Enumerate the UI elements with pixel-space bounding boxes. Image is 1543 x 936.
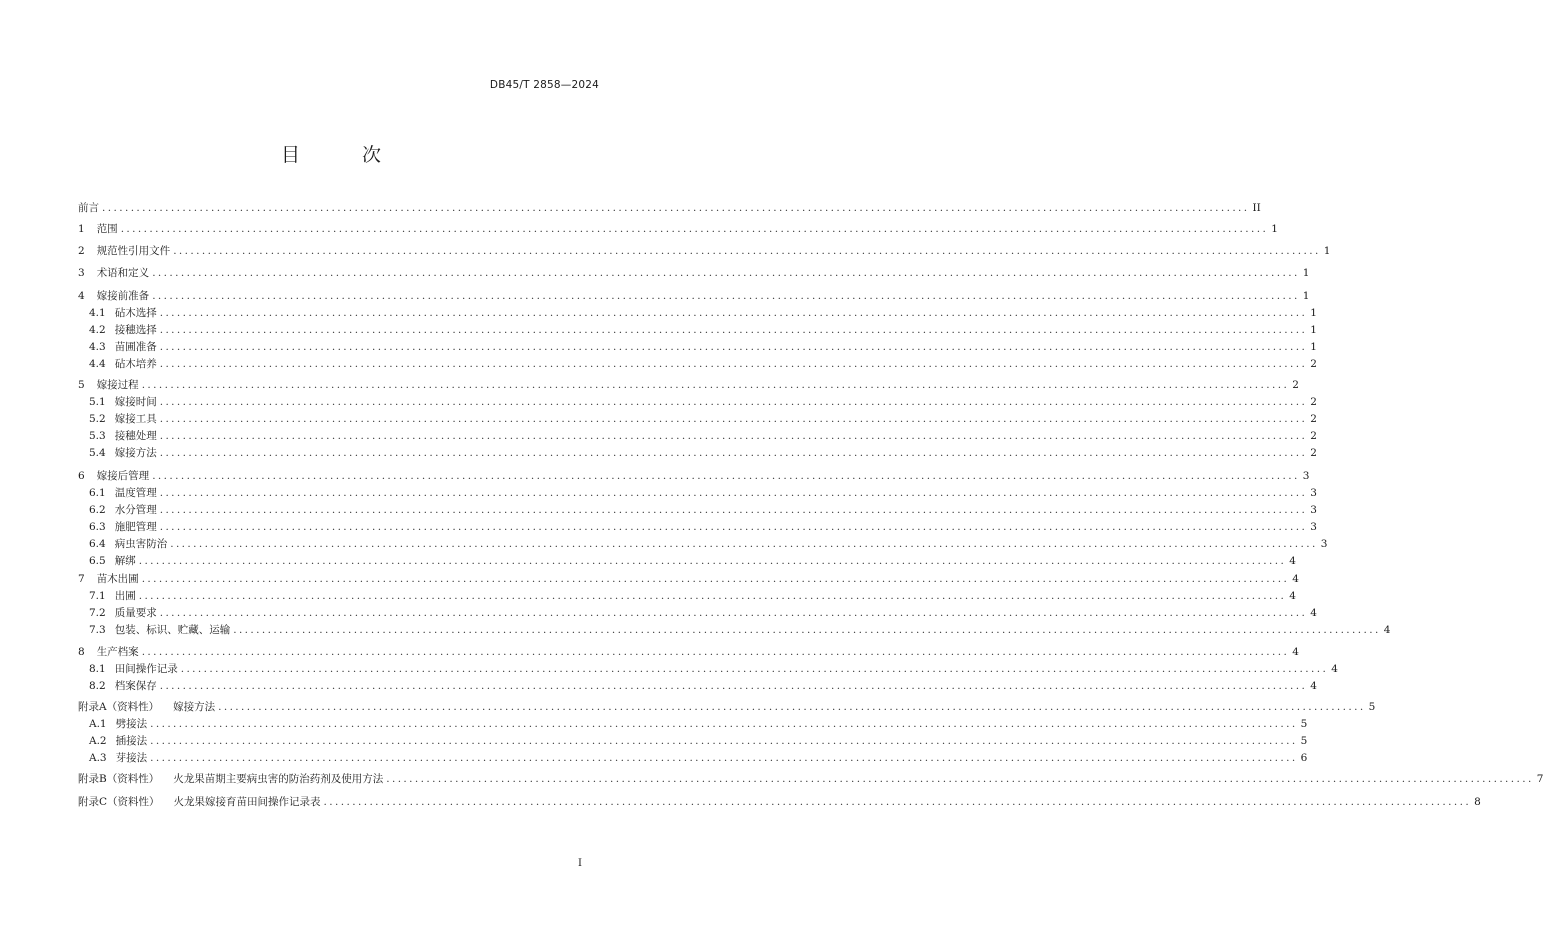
- toc-entry-page: 1: [1310, 341, 1317, 353]
- toc-entry-number: 4.4: [89, 358, 106, 370]
- toc-entry-label: 砧木选择: [114, 307, 157, 319]
- toc-leader-dots: ........................................................................................................................................................................................................: [152, 267, 1300, 279]
- toc-leader-dots: ........................................................................................................................................................................................................: [173, 245, 1321, 257]
- toc-entry[interactable]: [89, 445, 1317, 461]
- toc-entry-label: 嫁接时间: [114, 396, 157, 408]
- toc-entry-page: 5: [1300, 735, 1308, 747]
- toc-leader-dots: ........................................................................................................................................................................................................: [138, 555, 1287, 567]
- toc-entry-page: 3: [1302, 470, 1310, 482]
- toc-entry[interactable]: [89, 519, 1317, 535]
- toc-entry-number: 5.4: [89, 447, 106, 459]
- toc-entry-page: 4: [1289, 555, 1296, 567]
- toc-leader-dots: ........................................................................................................................................................................................................: [159, 504, 1308, 516]
- toc-entry-label: 芽接法: [115, 752, 148, 764]
- toc-entry-number: 7.3: [89, 624, 106, 636]
- toc-entry-number: 5: [78, 379, 85, 391]
- toc-entry[interactable]: [89, 428, 1317, 444]
- toc-entry-label: 火龙果苗期主要病虫害的防治药剂及使用方法: [173, 773, 384, 785]
- toc-entry-label: 接穗处理: [114, 430, 157, 442]
- toc-entry-page: 2: [1310, 447, 1317, 459]
- toc-entry-label: 田间操作记录: [114, 663, 178, 675]
- toc-entry-label: 病虫害防治: [114, 538, 168, 550]
- toc-leader-dots: ........................................................................................................................................................................................................: [386, 773, 1534, 785]
- toc-entry[interactable]: [78, 200, 1261, 216]
- toc-leader-dots: ........................................................................................................................................................................................................: [159, 307, 1308, 319]
- toc-entry-number: 6: [78, 470, 85, 482]
- toc-entry-page: 2: [1292, 379, 1299, 391]
- toc-entry-label: 范围: [96, 223, 118, 235]
- toc-leader-dots: ........................................................................................................................................................................................................: [141, 573, 1290, 585]
- toc-entry-page: 2: [1310, 396, 1317, 408]
- toc-entry-page: 3: [1310, 504, 1317, 516]
- toc-entry-page: 2: [1310, 430, 1317, 442]
- toc-entry[interactable]: [89, 394, 1317, 410]
- toc-entry[interactable]: [78, 699, 1376, 715]
- toc-entry-page: 5: [1368, 701, 1376, 713]
- toc-entry-page: 1: [1310, 307, 1317, 319]
- toc-leader-dots: ........................................................................................................................................................................................................: [159, 607, 1308, 619]
- toc-entry[interactable]: [78, 468, 1310, 484]
- toc-entry[interactable]: [89, 322, 1317, 338]
- toc-entry-number: 3: [78, 267, 85, 279]
- toc-entry[interactable]: [89, 485, 1317, 501]
- toc-entry-label: 嫁接过程: [96, 379, 139, 391]
- toc-entry-label: 砧木培养: [114, 358, 157, 370]
- toc-entry-number: 6.2: [89, 504, 106, 516]
- toc-entry[interactable]: [89, 553, 1296, 569]
- toc-entry[interactable]: [78, 571, 1299, 587]
- toc-leader-dots: ........................................................................................................................................................................................................: [159, 521, 1308, 533]
- toc-entry[interactable]: [89, 622, 1391, 638]
- toc-entry-number: 7.1: [89, 590, 106, 602]
- toc-entry[interactable]: [89, 536, 1328, 552]
- toc-entry-page: 4: [1292, 646, 1299, 658]
- toc-entry-number: 附录C（资料性）: [78, 796, 160, 808]
- toc-entry-label: 温度管理: [114, 487, 157, 499]
- toc-entry-number: 附录A（资料性）: [78, 701, 160, 713]
- document-code: DB45/T 2858—2024: [489, 79, 599, 91]
- toc-entry-number: 5.3: [89, 430, 106, 442]
- toc-entry-page: II: [1252, 202, 1261, 214]
- toc-entry[interactable]: [89, 588, 1296, 604]
- toc-entry[interactable]: [89, 605, 1317, 621]
- toc-entry-page: 2: [1310, 358, 1317, 370]
- toc-entry[interactable]: [89, 678, 1317, 694]
- toc-entry-label: 档案保存: [114, 680, 157, 692]
- toc-leader-dots: ........................................................................................................................................................................................................: [150, 718, 1298, 730]
- toc-leader-dots: ........................................................................................................................................................................................................: [159, 396, 1308, 408]
- toc-entry-page: 3: [1320, 538, 1328, 550]
- toc-entry-number: A.2: [89, 735, 107, 747]
- toc-entry[interactable]: [78, 288, 1310, 304]
- toc-entry[interactable]: [78, 221, 1278, 237]
- toc-leader-dots: ........................................................................................................................................................................................................: [170, 538, 1318, 550]
- toc-entry-page: 3: [1310, 487, 1317, 499]
- toc-entry[interactable]: [89, 502, 1317, 518]
- toc-entry-label: 水分管理: [114, 504, 157, 516]
- toc-entry-number: 6.5: [89, 555, 106, 567]
- toc-entry-number: 4.2: [89, 324, 106, 336]
- toc-entry-page: 6: [1300, 752, 1308, 764]
- toc-entry-label: 术语和定义: [96, 267, 150, 279]
- toc-entry[interactable]: [78, 644, 1299, 660]
- toc-entry-number: 8.2: [89, 680, 106, 692]
- toc-entry-number: 附录B（资料性）: [78, 773, 160, 785]
- toc-entry-number: 4.3: [89, 341, 106, 353]
- toc-leader-dots: ........................................................................................................................................................................................................: [233, 624, 1381, 636]
- toc-leader-dots: ........................................................................................................................................................................................................: [323, 796, 1472, 808]
- toc-entry-label: 接穗选择: [114, 324, 157, 336]
- toc-leader-dots: ........................................................................................................................................................................................................: [152, 290, 1300, 302]
- toc-leader-dots: ........................................................................................................................................................................................................: [120, 223, 1269, 235]
- toc-entry-number: A.1: [89, 718, 107, 730]
- toc-entry-label: 出圃: [114, 590, 136, 602]
- toc-entry-page: 1: [1271, 223, 1278, 235]
- toc-entry-page: 2: [1310, 413, 1317, 425]
- toc-leader-dots: ........................................................................................................................................................................................................: [152, 470, 1300, 482]
- toc-entry-label: 嫁接方法: [114, 447, 157, 459]
- toc-entry-page: 7: [1536, 773, 1543, 785]
- toc-entry-label: 火龙果嫁接育苗田间操作记录表: [173, 796, 321, 808]
- toc-entry-page: 1: [1302, 267, 1310, 279]
- page-number: I: [578, 858, 582, 869]
- toc-entry[interactable]: [89, 750, 1308, 766]
- toc-leader-dots: ........................................................................................................................................................................................................: [159, 447, 1308, 459]
- toc-entry-page: 4: [1289, 590, 1296, 602]
- toc-entry-number: A.3: [89, 752, 107, 764]
- toc-leader-dots: ........................................................................................................................................................................................................: [159, 341, 1308, 353]
- toc-leader-dots: ........................................................................................................................................................................................................: [180, 663, 1329, 675]
- toc-entry-page: 5: [1300, 718, 1308, 730]
- toc-entry-number: 4.1: [89, 307, 106, 319]
- toc-entry[interactable]: [89, 339, 1317, 355]
- toc-entry[interactable]: [78, 265, 1310, 281]
- toc-entry[interactable]: [89, 716, 1308, 732]
- toc-entry-number: 1: [78, 223, 85, 235]
- toc-entry-label: 前言: [78, 202, 99, 214]
- toc-leader-dots: ........................................................................................................................................................................................................: [159, 680, 1308, 692]
- toc-entry-label: 苗圃准备: [114, 341, 157, 353]
- toc-leader-dots: ........................................................................................................................................................................................................: [159, 413, 1308, 425]
- toc-entry-page: 4: [1310, 680, 1317, 692]
- toc-entry-label: 嫁接后管理: [96, 470, 150, 482]
- toc-title: 目 次: [280, 144, 410, 166]
- toc-entry[interactable]: [78, 243, 1331, 259]
- toc-leader-dots: ........................................................................................................................................................................................................: [150, 735, 1298, 747]
- toc-leader-dots: ........................................................................................................................................................................................................: [138, 590, 1287, 602]
- toc-entry-label: 质量要求: [114, 607, 157, 619]
- toc-entry-page: 4: [1292, 573, 1299, 585]
- toc-entry-number: 2: [78, 245, 85, 257]
- toc-entry-number: 4: [78, 290, 85, 302]
- toc-entry[interactable]: [78, 771, 1543, 787]
- toc-entry-number: 6.3: [89, 521, 106, 533]
- toc-entry[interactable]: [89, 411, 1317, 427]
- toc-leader-dots: ........................................................................................................................................................................................................: [141, 379, 1290, 391]
- toc-entry-number: 5.1: [89, 396, 106, 408]
- toc-leader-dots: ........................................................................................................................................................................................................: [218, 701, 1366, 713]
- toc-entry-label: 嫁接前准备: [96, 290, 150, 302]
- toc-leader-dots: ........................................................................................................................................................................................................: [159, 358, 1308, 370]
- toc-entry-label: 生产档案: [96, 646, 139, 658]
- toc-entry-label: 劈接法: [115, 718, 148, 730]
- toc-entry[interactable]: [89, 356, 1317, 372]
- toc-entry-page: 1: [1302, 290, 1310, 302]
- toc-entry[interactable]: [78, 377, 1299, 393]
- toc-entry[interactable]: [89, 661, 1338, 677]
- toc-entry[interactable]: [78, 794, 1481, 810]
- toc-entry-number: 6.1: [89, 487, 106, 499]
- toc-leader-dots: ........................................................................................................................................................................................................: [102, 202, 1250, 214]
- toc-entry-number: 8.1: [89, 663, 106, 675]
- toc-entry-number: 5.2: [89, 413, 106, 425]
- toc-entry-label: 施肥管理: [114, 521, 157, 533]
- toc-entry-page: 4: [1383, 624, 1391, 636]
- toc-entry-page: 8: [1474, 796, 1481, 808]
- toc-entry-label: 苗木出圃: [96, 573, 139, 585]
- toc-entry-label: 插接法: [115, 735, 148, 747]
- toc-entry-page: 3: [1310, 521, 1317, 533]
- toc-entry-number: 8: [78, 646, 85, 658]
- toc-entry-page: 4: [1310, 607, 1317, 619]
- toc-entry-page: 1: [1310, 324, 1317, 336]
- toc-entry-page: 4: [1331, 663, 1338, 675]
- toc-leader-dots: ........................................................................................................................................................................................................: [159, 324, 1308, 336]
- toc-leader-dots: ........................................................................................................................................................................................................: [150, 752, 1298, 764]
- toc-entry-label: 规范性引用文件: [96, 245, 171, 257]
- toc-leader-dots: ........................................................................................................................................................................................................: [141, 646, 1290, 658]
- toc-entry-page: 1: [1323, 245, 1331, 257]
- toc-entry-number: 7: [78, 573, 85, 585]
- toc-entry-number: 6.4: [89, 538, 106, 550]
- toc-entry-label: 嫁接方法: [173, 701, 216, 713]
- toc-entry[interactable]: [89, 305, 1317, 321]
- toc-leader-dots: ........................................................................................................................................................................................................: [159, 430, 1308, 442]
- toc-leader-dots: ........................................................................................................................................................................................................: [159, 487, 1308, 499]
- toc-entry-number: 7.2: [89, 607, 106, 619]
- toc-entry[interactable]: [89, 733, 1308, 749]
- toc-entry-label: 嫁接工具: [114, 413, 157, 425]
- toc-entry-label: 解绑: [114, 555, 136, 567]
- toc-entry-label: 包装、标识、贮藏、运输: [114, 624, 231, 636]
